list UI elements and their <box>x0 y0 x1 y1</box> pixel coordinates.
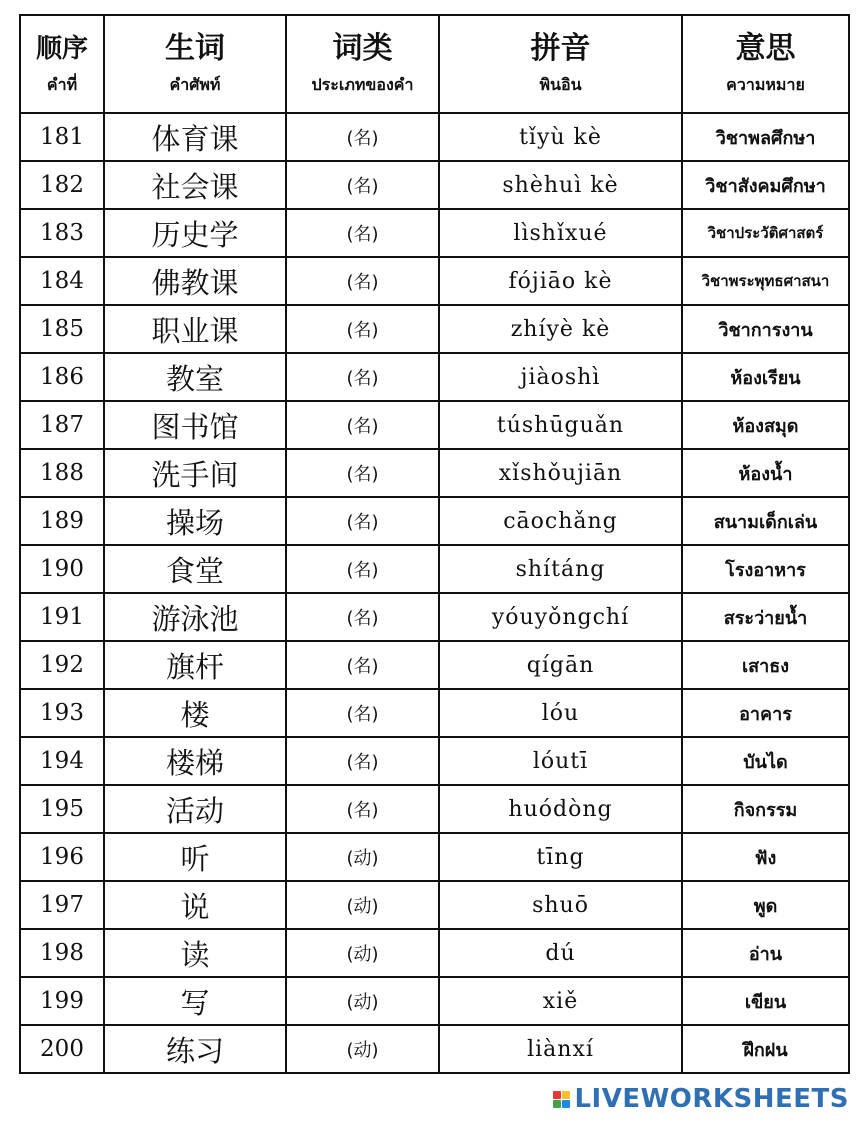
table-row <box>20 209 849 257</box>
header-part-of-speech-th: ประเภทของคำ <box>311 75 414 94</box>
meaning: เขียน <box>682 977 849 1025</box>
table-row <box>20 641 849 689</box>
table-row <box>20 737 849 785</box>
part-of-speech: (名) <box>286 497 439 545</box>
meaning: ห้องสมุด <box>682 401 849 449</box>
pinyin: fójiāo kè <box>439 257 682 305</box>
meaning: กิจกรรม <box>682 785 849 833</box>
pinyin: dú <box>439 929 682 977</box>
logo-square-red <box>553 1091 561 1099</box>
header-pinyin <box>439 15 682 113</box>
vocab-word: 社会课 <box>104 161 286 209</box>
part-of-speech: (名) <box>286 737 439 785</box>
table-row <box>20 881 849 929</box>
pinyin: tǐyù kè <box>439 113 682 161</box>
vocab-word: 洗手间 <box>104 449 286 497</box>
row-number: 186 <box>20 353 104 401</box>
part-of-speech: (名) <box>286 257 439 305</box>
vocab-word: 听 <box>104 833 286 881</box>
header-word <box>104 15 286 113</box>
vocab-word: 说 <box>104 881 286 929</box>
table-row <box>20 833 849 881</box>
pinyin: jiàoshì <box>439 353 682 401</box>
part-of-speech: (名) <box>286 785 439 833</box>
row-number: 192 <box>20 641 104 689</box>
vocab-word: 练习 <box>104 1025 286 1073</box>
table-row <box>20 305 849 353</box>
part-of-speech: (动) <box>286 1025 439 1073</box>
table-row <box>20 1025 849 1073</box>
pinyin: yóuyǒngchí <box>439 593 682 641</box>
row-number: 196 <box>20 833 104 881</box>
part-of-speech: (名) <box>286 305 439 353</box>
header-pinyin-zh: 拼音 <box>530 31 591 66</box>
table-row <box>20 401 849 449</box>
pinyin: xiě <box>439 977 682 1025</box>
header-meaning <box>682 15 849 113</box>
vocab-word: 写 <box>104 977 286 1025</box>
meaning: วิชาสังคมศึกษา <box>682 161 849 209</box>
row-number: 181 <box>20 113 104 161</box>
part-of-speech: (名) <box>286 545 439 593</box>
meaning: อาคาร <box>682 689 849 737</box>
header-part-of-speech <box>286 15 439 113</box>
pinyin: shèhuì kè <box>439 161 682 209</box>
part-of-speech: (动) <box>286 929 439 977</box>
part-of-speech: (名) <box>286 689 439 737</box>
row-number: 188 <box>20 449 104 497</box>
pinyin: lóu <box>439 689 682 737</box>
pinyin: shuō <box>439 881 682 929</box>
meaning: ห้องน้ำ <box>682 449 849 497</box>
header-order <box>20 15 104 113</box>
part-of-speech: (名) <box>286 209 439 257</box>
vocab-word: 旗杆 <box>104 641 286 689</box>
part-of-speech: (名) <box>286 593 439 641</box>
vocabulary-table <box>19 14 850 1074</box>
vocab-word: 佛教课 <box>104 257 286 305</box>
header-pinyin-th: พินอิน <box>539 75 582 94</box>
part-of-speech: (名) <box>286 401 439 449</box>
row-number: 191 <box>20 593 104 641</box>
meaning: บันได <box>682 737 849 785</box>
part-of-speech: (动) <box>286 881 439 929</box>
row-number: 200 <box>20 1025 104 1073</box>
vocab-word: 职业课 <box>104 305 286 353</box>
table-row <box>20 497 849 545</box>
pinyin: zhíyè kè <box>439 305 682 353</box>
vocab-word: 活动 <box>104 785 286 833</box>
meaning: สระว่ายน้ำ <box>682 593 849 641</box>
part-of-speech: (动) <box>286 833 439 881</box>
meaning: วิชาพลศึกษา <box>682 113 849 161</box>
pinyin: qígān <box>439 641 682 689</box>
pinyin: lóutī <box>439 737 682 785</box>
row-number: 189 <box>20 497 104 545</box>
watermark-text: LIVEWORKSHEETS <box>574 1084 849 1114</box>
table-row <box>20 785 849 833</box>
table-row <box>20 977 849 1025</box>
meaning: วิชาประวัติศาสตร์ <box>682 209 849 257</box>
vocab-word: 游泳池 <box>104 593 286 641</box>
meaning: อ่าน <box>682 929 849 977</box>
part-of-speech: (名) <box>286 449 439 497</box>
row-number: 183 <box>20 209 104 257</box>
vocab-word: 食堂 <box>104 545 286 593</box>
table-row <box>20 113 849 161</box>
table-row <box>20 929 849 977</box>
row-number: 185 <box>20 305 104 353</box>
table-row <box>20 449 849 497</box>
vocab-word: 操场 <box>104 497 286 545</box>
pinyin: xǐshǒujiān <box>439 449 682 497</box>
header-word-zh: 生词 <box>165 31 225 66</box>
header-order-zh: 顺序 <box>35 34 88 64</box>
part-of-speech: (名) <box>286 113 439 161</box>
header-order-th: คำที่ <box>46 75 78 94</box>
vocab-word: 历史学 <box>104 209 286 257</box>
vocab-word: 读 <box>104 929 286 977</box>
meaning: โรงอาหาร <box>682 545 849 593</box>
liveworksheets-logo-icon <box>553 1091 570 1108</box>
part-of-speech: (动) <box>286 977 439 1025</box>
table-row <box>20 593 849 641</box>
header-part-of-speech-zh: 词类 <box>332 31 393 66</box>
table-row <box>20 257 849 305</box>
logo-square-blue <box>562 1100 570 1108</box>
row-number: 182 <box>20 161 104 209</box>
row-number: 198 <box>20 929 104 977</box>
table-row <box>20 161 849 209</box>
meaning: ห้องเรียน <box>682 353 849 401</box>
header-meaning-th: ความหมาย <box>726 75 805 94</box>
meaning: ฟัง <box>682 833 849 881</box>
header-meaning-zh: 意思 <box>735 31 796 66</box>
pinyin: liànxí <box>439 1025 682 1073</box>
pinyin: túshūguǎn <box>439 401 682 449</box>
row-number: 194 <box>20 737 104 785</box>
vocab-word: 图书馆 <box>104 401 286 449</box>
liveworksheets-watermark <box>553 1084 849 1114</box>
meaning: เสาธง <box>682 641 849 689</box>
row-number: 193 <box>20 689 104 737</box>
row-number: 197 <box>20 881 104 929</box>
logo-square-green <box>553 1100 561 1108</box>
table-row <box>20 689 849 737</box>
meaning: สนามเด็กเล่น <box>682 497 849 545</box>
pinyin: shítáng <box>439 545 682 593</box>
row-number: 187 <box>20 401 104 449</box>
vocab-word: 楼梯 <box>104 737 286 785</box>
row-number: 199 <box>20 977 104 1025</box>
part-of-speech: (名) <box>286 641 439 689</box>
header-word-th: คำศัพท์ <box>169 75 221 94</box>
pinyin: huódòng <box>439 785 682 833</box>
row-number: 184 <box>20 257 104 305</box>
part-of-speech: (名) <box>286 353 439 401</box>
vocab-word: 教室 <box>104 353 286 401</box>
table-row <box>20 353 849 401</box>
row-number: 190 <box>20 545 104 593</box>
table-row <box>20 545 849 593</box>
part-of-speech: (名) <box>286 161 439 209</box>
vocab-word: 楼 <box>104 689 286 737</box>
pinyin: lìshǐxué <box>439 209 682 257</box>
row-number: 195 <box>20 785 104 833</box>
meaning: ฝึกฝน <box>682 1025 849 1073</box>
meaning: พูด <box>682 881 849 929</box>
meaning: วิชาพระพุทธศาสนา <box>682 257 849 305</box>
pinyin: tīng <box>439 833 682 881</box>
vocab-word: 体育课 <box>104 113 286 161</box>
meaning: วิชาการงาน <box>682 305 849 353</box>
header-row <box>20 15 849 113</box>
logo-square-yellow <box>562 1091 570 1099</box>
pinyin: cāochǎng <box>439 497 682 545</box>
